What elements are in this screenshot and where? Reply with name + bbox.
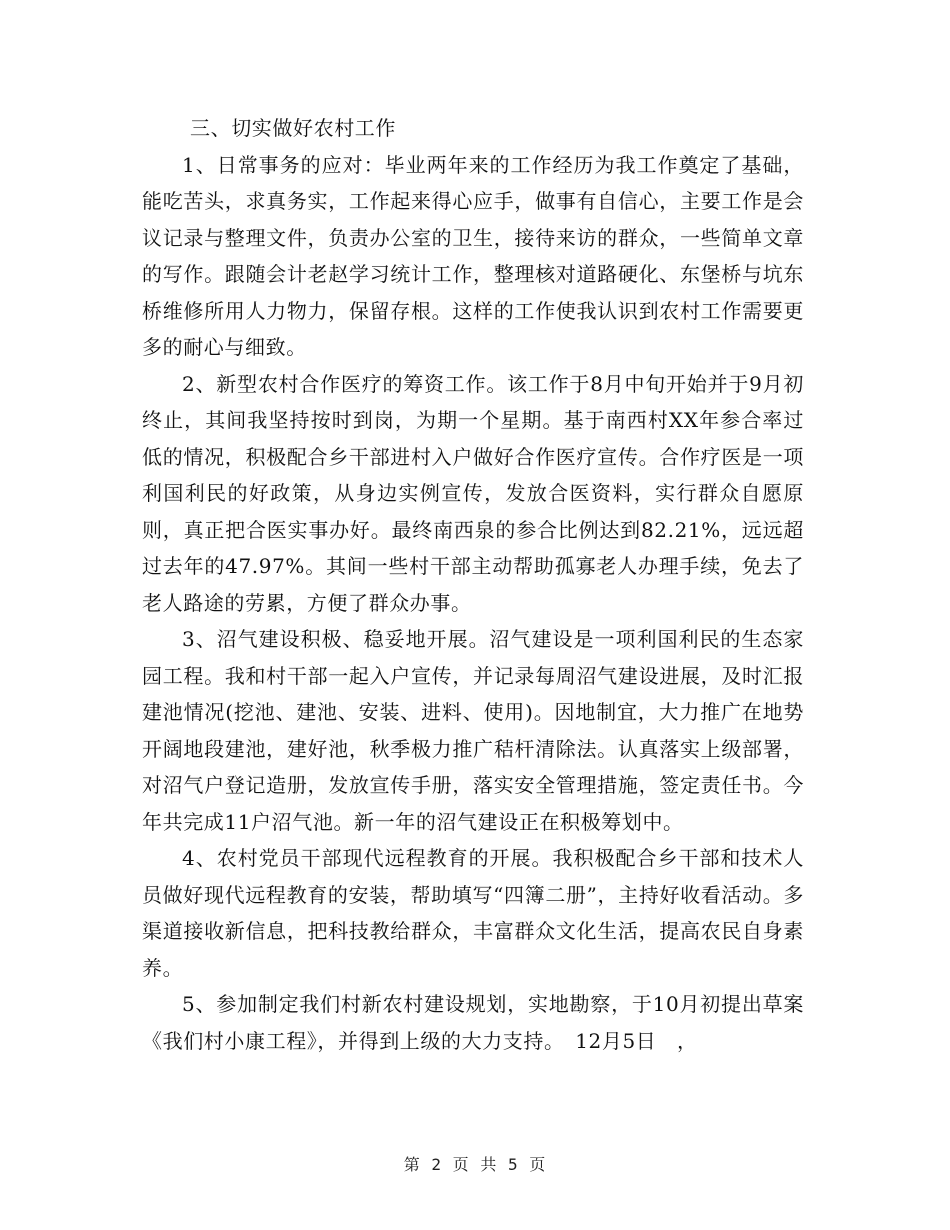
section-heading: 三、切实做好农村工作 — [190, 116, 396, 140]
paragraph-daily-affairs: 1、日常事务的应对：毕业两年来的工作经历为我工作奠定了基础，能吃苦头，求真务实，工作起来得心应手，做事有自信心，主要工作是会议记录与整理文件，负责办公室的卫生，接待来访的群众，一些简单文章的写作。跟随会计老赵学习统计工作，整理核对道路硬化、东堡桥与坑东桥维修所用人力物力，保留存根。这样的工作使我认识到农村工作需要更多的耐心与细致。 — [142, 152, 804, 359]
document-body — [142, 110, 804, 1059]
paragraph-biogas-construction: 3、沼气建设积极、稳妥地开展。沼气建设是一项利国利民的生态家园工程。我和村干部一起入户宣传，并记录每周沼气建设进展，及时汇报建池情况(挖池、建池、安装、进料、使用)。因地制宜，大力推广在地势开阔地段建池，建好池，秋季极力推广秸杆清除法。认真落实上级部署，对沼气户登记造册，发放宣传手册，落实安全管理措施，签定责任书。今年共完成11户沼气池。新一年的沼气建设正在积极筹划中。 — [142, 627, 804, 834]
paragraph-remote-education: 4、农村党员干部现代远程教育的开展。我积极配合乡干部和技术人员做好现代远程教育的安装，帮助填写“四簿二册”，主持好收看活动。多渠道接收新信息，把科技教给群众，丰富群众文化生活，提高农民自身素养。 — [142, 846, 804, 980]
paragraph-rural-medical-insurance: 2、新型农村合作医疗的筹资工作。该工作于8月中旬开始并于9月初终止，其间我坚持按时到岗，为期一个星期。基于南西村XX年参合率过低的情况，积极配合乡干部进村入户做好合作医疗宣传。合作疗医是一项利国利民的好政策，从身边实例宣传，发放合医资料，实行群众自愿原则，真正把合医实事办好。最终南西泉的参合比例达到82.21%，远远超过去年的47.97%。其间一些村干部主动帮助孤寡老人办理手续，免去了老人路途的劳累，方便了群众办事。 — [142, 371, 804, 615]
page-number-footer: 第 2 页 共 5 页 — [403, 1155, 547, 1174]
paragraph-village-planning: 5、参加制定我们村新农村建设规划，实地勘察，于10月初提出草案《我们村小康工程》，并得到上级的大力支持。 12月5日 ， — [142, 992, 804, 1053]
